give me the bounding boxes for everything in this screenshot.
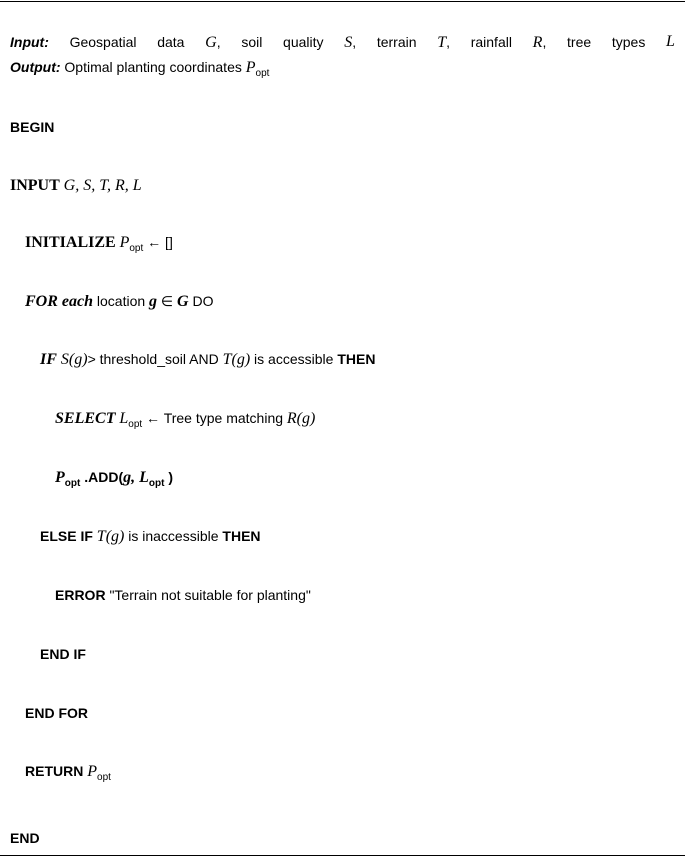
end-line: END [10,830,40,846]
output-text: Optimal planting coordinates [64,59,242,75]
then-keyword: THEN [337,351,376,367]
initialize-stmt: INITIALIZE $P_{opt}$ ← [] [25,234,173,254]
endif-line: END IF [40,646,86,662]
elseif-stmt: ELSE IF T(g) is inaccessible THEN [40,528,261,545]
for-stmt: FOR each location g ∈ G DO [25,293,214,310]
input-sym-t: T, [437,34,450,51]
if-keyword: IF [40,351,57,368]
input-word-data: data [157,34,185,50]
input-vars: G, S, T, R, L [63,177,142,194]
input-sym-g: G, [205,34,221,51]
for-keyword: FOR each [25,293,93,310]
return-keyword: RETURN [25,763,84,779]
error-keyword: ERROR [55,587,106,603]
input-word-terrain: terrain [376,34,417,50]
input-word-rainfall: rainfall [470,34,512,50]
select-keyword: SELECT [55,410,116,427]
elseif-keyword: ELSE IF [40,528,93,544]
begin-line: BEGIN [10,119,55,135]
input-sym-l: L [666,33,675,50]
top-rule [0,1,685,2]
input-word-types: types [611,34,646,50]
input-sym-r: R, [532,34,547,51]
output-line [10,58,269,83]
input-word-soil: soil [241,34,263,50]
input-line [10,33,675,52]
select-stmt: SELECT $L_{opt}$ ← Tree type matching R(g) [55,410,316,430]
input-label: Input: [10,34,49,50]
input-word-quality: quality [283,34,324,50]
output-p-opt: $P_{opt}$ [245,59,270,79]
error-stmt [55,586,311,604]
add-stmt: $P_{opt}$ .ADD(g, $L_{opt}$ ) [55,469,173,489]
return-stmt: RETURN $P_{opt}$ [25,763,111,783]
output-label: Output: [10,59,61,75]
input-stmt [10,176,142,195]
input-sym-s: S, [344,34,357,51]
endfor-line: END FOR [25,705,88,721]
error-message: "Terrain not suitable for planting" [105,587,311,603]
initialize-keyword: INITIALIZE [25,234,116,251]
initialize-rest: ← [] [143,234,173,250]
input-word-tree: tree [567,34,592,50]
bottom-rule [0,855,685,856]
if-stmt: IF S(g)> threshold_soil AND T(g) is accessible THEN [40,351,376,368]
input-word-geospatial: Geospatial [69,34,137,50]
input-keyword: INPUT [10,177,60,194]
